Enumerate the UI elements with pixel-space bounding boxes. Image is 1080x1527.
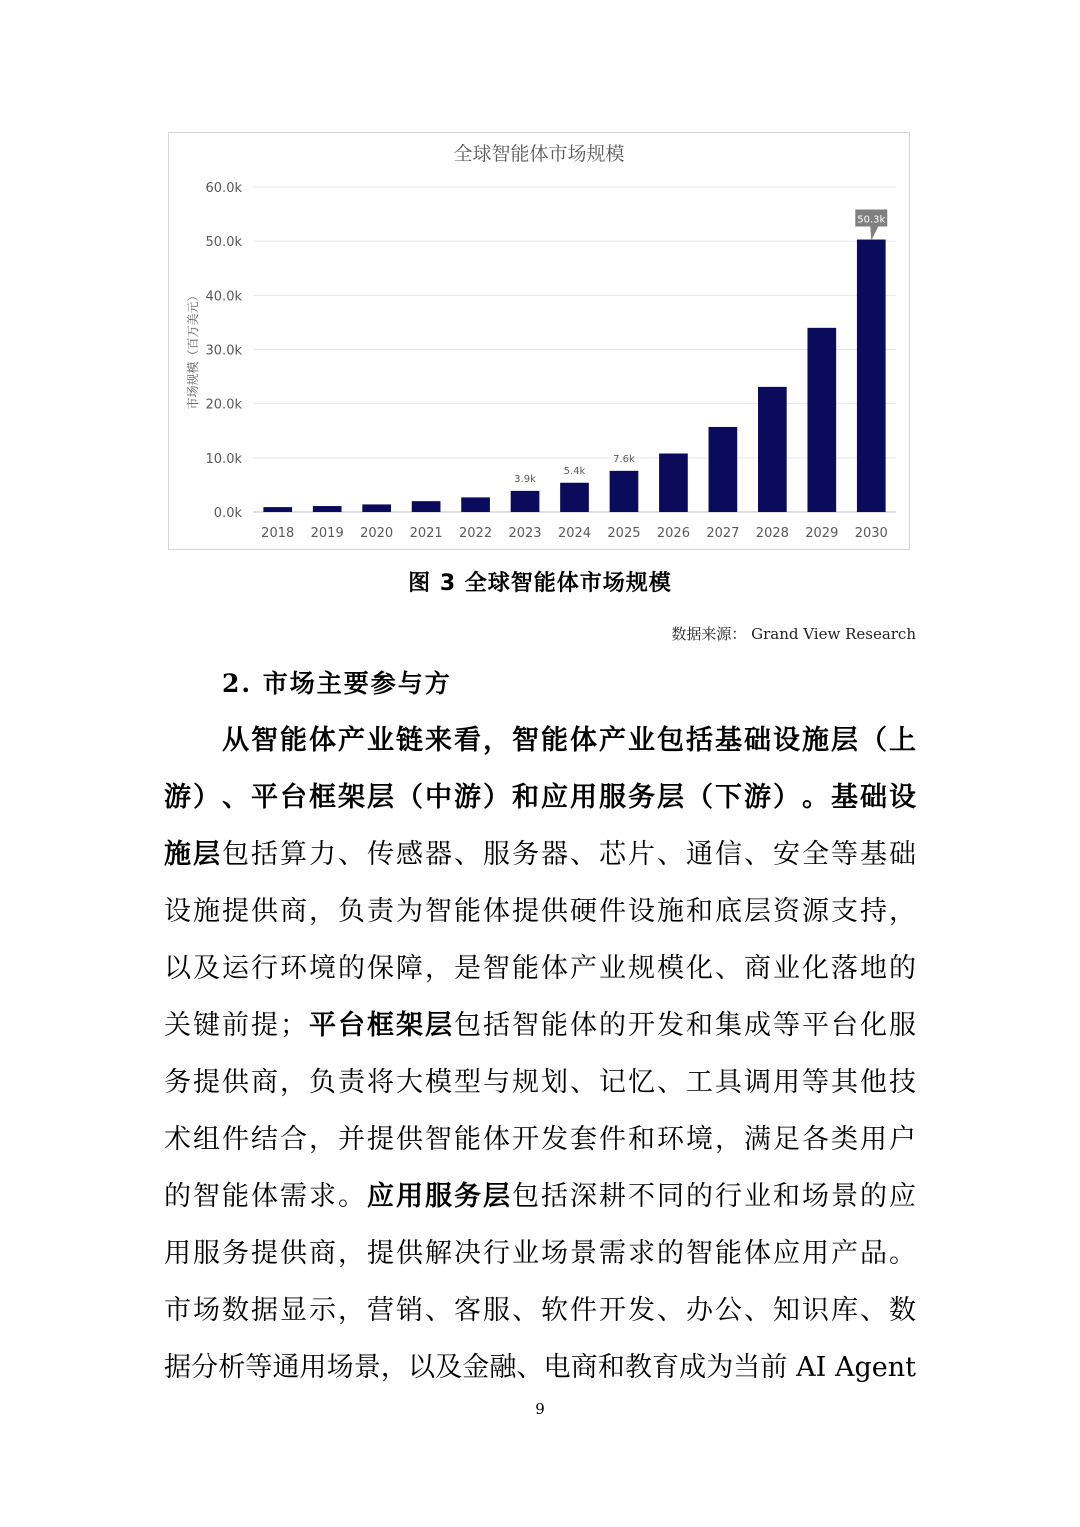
x-tick-label: 2029 — [805, 526, 839, 541]
paragraph-line: 设 施 提 供 商 ， 负 责 为 智 能 体 提 供 硬 件 设 施 和 底 层 资 源 支 持 ， — [164, 896, 916, 927]
bar-chart-svg — [168, 132, 910, 550]
data-label: 3.9k — [514, 473, 536, 485]
body-paragraph — [164, 712, 916, 1396]
y-tick-label: 10.0k — [205, 451, 242, 467]
bar-2026 — [659, 454, 688, 513]
data-label: 50.3k — [857, 214, 886, 226]
bar-2020 — [362, 504, 391, 512]
paragraph-line: 关 键 前 提 ； 平 台 框 架 层 包 括 智 能 体 的 开 发 和 集 成 等 平 台 化 服 — [164, 1010, 916, 1041]
figure-caption: 图 3 全球智能体市场规模 — [408, 571, 672, 596]
paragraph-line: 用 服 务 提 供 商 ， 提 供 解 决 行 业 场 景 需 求 的 智 能 体 应 用 产 品 。 — [164, 1238, 916, 1269]
x-tick-label: 2023 — [508, 526, 542, 541]
y-tick-label: 40.0k — [205, 289, 242, 305]
x-tick-label: 2026 — [656, 526, 690, 541]
bar-2027 — [709, 427, 738, 512]
bar-2030 — [857, 240, 886, 512]
y-tick-label: 60.0k — [205, 181, 242, 196]
x-tick-label: 2030 — [854, 526, 888, 541]
paragraph-line: 的 智 能 体 需 求 。 应 用 服 务 层 包 括 深 耕 不 同 的 行 业 和 场 景 的 应 — [164, 1181, 916, 1212]
bar-2025 — [610, 471, 639, 512]
paragraph-line: 游 ） 、 平 台 框 架 层 （ 中 游 ） 和 应 用 服 务 层 （ 下 游 ） 。 基 础 设 — [164, 782, 916, 813]
chart-title: 全球智能体市场规模 — [453, 143, 625, 165]
x-tick-label: 2018 — [261, 526, 295, 541]
x-tick-label: 2027 — [706, 526, 740, 541]
bar-2019 — [313, 506, 342, 512]
paragraph-line: 务 提 供 商 ， 负 责 将 大 模 型 与 规 划 、 记 忆 、 工 具 调 用 等 其 他 技 — [164, 1067, 916, 1098]
x-tick-label: 2022 — [459, 526, 493, 541]
market-size-chart — [168, 132, 910, 550]
paragraph-line: 市 场 数 据 显 示 ， 营 销 、 客 服 、 软 件 开 发 、 办 公 、 知 识 库 、 数 — [164, 1295, 916, 1326]
x-tick-label: 2021 — [409, 526, 443, 541]
bar-2028 — [758, 387, 787, 512]
y-axis-label: 市场规模（百万美元） — [186, 289, 200, 410]
paragraph-line: 施 层 包 括 算 力 、 传 感 器 、 服 务 器 、 芯 片 、 通 信 、 安 全 等 基 础 — [164, 839, 916, 870]
x-tick-label: 2028 — [755, 526, 789, 541]
paragraph-line: 据 分 析 等 通 用 场 景 ， 以 及 金 融 、 电 商 和 教 育 成 为 当 前 AI Agent — [164, 1352, 916, 1383]
bar-2023 — [511, 491, 540, 512]
y-tick-label: 0.0k — [213, 506, 242, 521]
x-tick-label: 2019 — [310, 526, 344, 541]
data-source: 数据来源： Grand View Research — [671, 625, 916, 643]
y-tick-label: 20.0k — [205, 397, 242, 413]
x-tick-label: 2020 — [360, 526, 394, 541]
x-tick-label: 2024 — [557, 526, 592, 541]
paragraph-line: 以 及 运 行 环 境 的 保 障 ， 是 智 能 体 产 业 规 模 化 、 商 业 化 落 地 的 — [164, 953, 916, 984]
bar-2024 — [560, 483, 589, 512]
x-tick-label: 2025 — [607, 526, 641, 541]
data-label: 5.4k — [563, 465, 586, 477]
page-number: 9 — [535, 1400, 545, 1418]
data-label: 7.6k — [613, 453, 635, 465]
paragraph-line: 从 智 能 体 产 业 链 来 看 ， 智 能 体 产 业 包 括 基 础 设 施 层 （ 上 — [222, 725, 916, 756]
y-tick-label: 50.0k — [205, 235, 242, 251]
section-heading: 2. 市场主要参与方 — [222, 669, 452, 698]
bar-2029 — [807, 328, 836, 512]
y-tick-label: 30.0k — [205, 343, 242, 359]
bar-2021 — [412, 501, 441, 512]
bar-2018 — [263, 507, 292, 512]
bar-2022 — [461, 497, 490, 512]
paragraph-line: 术 组 件 结 合 ， 并 提 供 智 能 体 开 发 套 件 和 环 境 ， 满 足 各 类 用 户 — [164, 1124, 916, 1155]
